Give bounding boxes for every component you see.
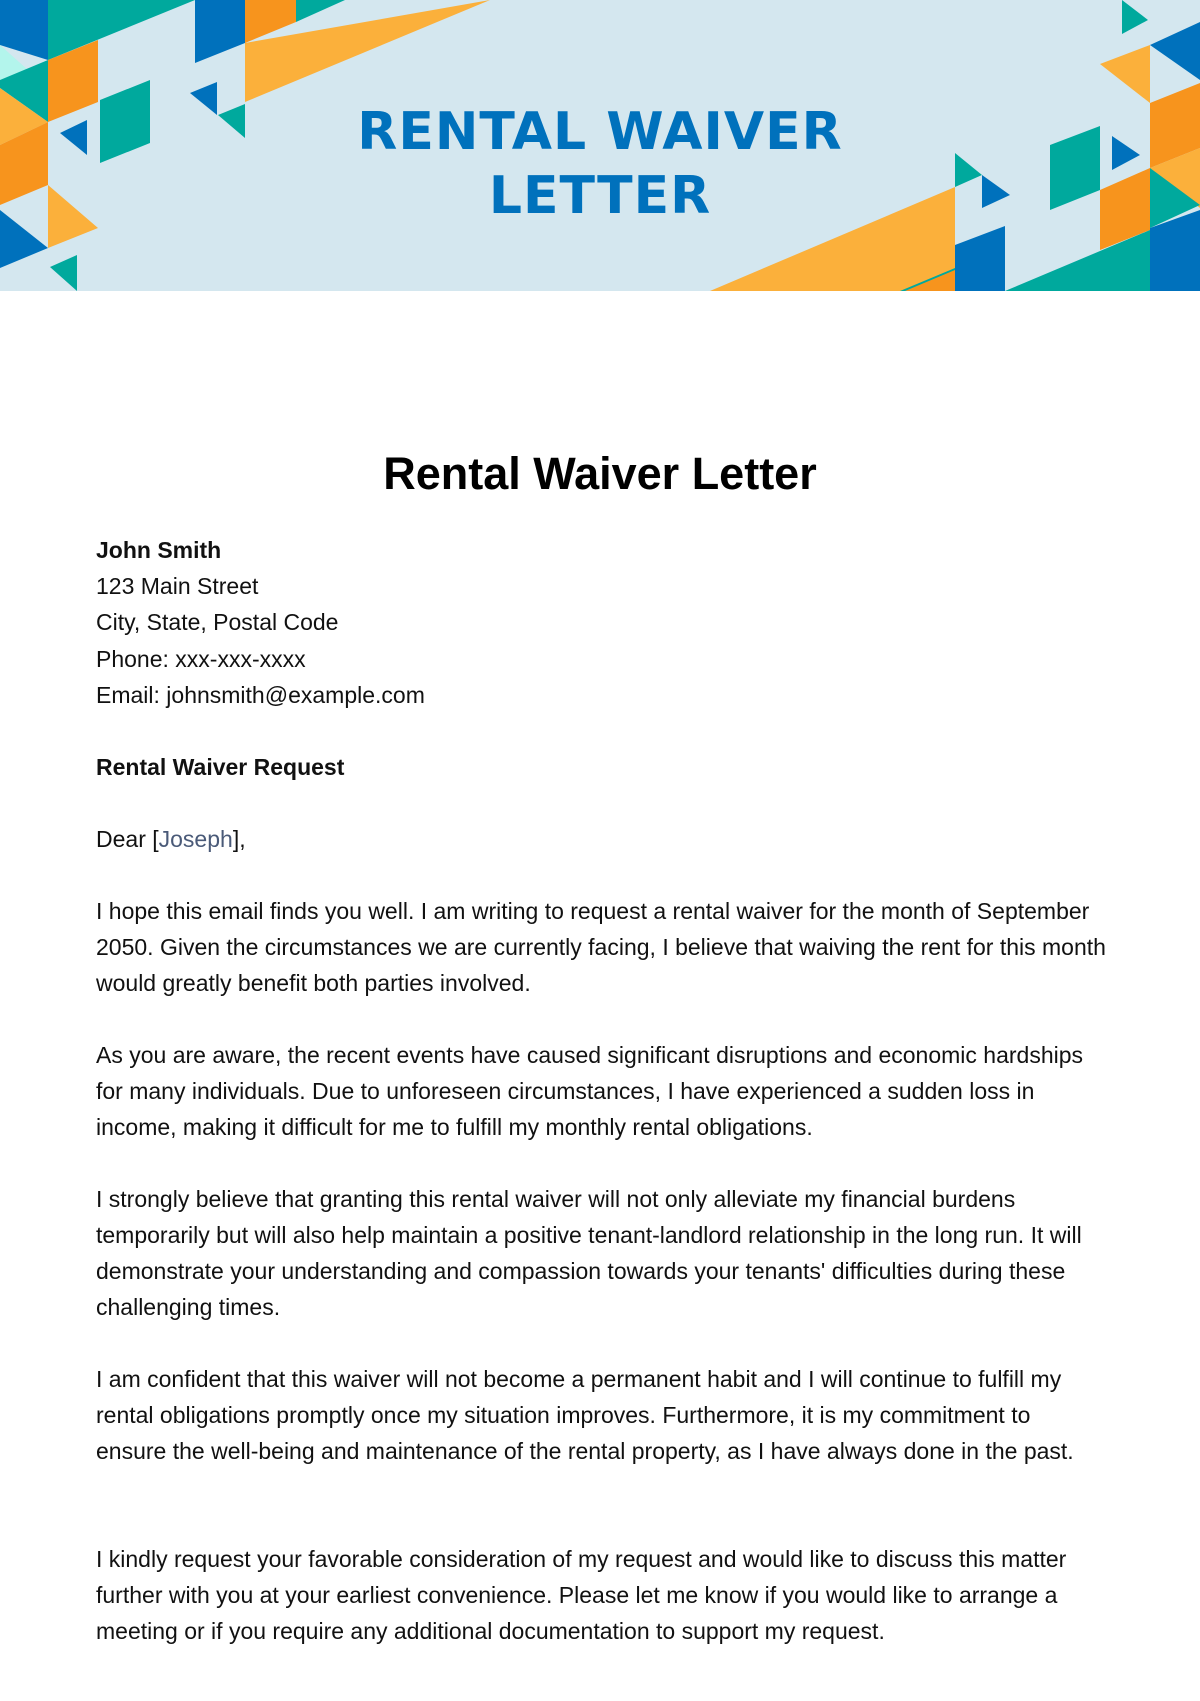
- salutation-prefix: Dear [: [96, 826, 159, 853]
- paragraph-3: I strongly believe that granting this rental waiver will not only alleviate my financial burdens temporarily but will also help maintain a positive tenant-landlord relationship in the long run. It will demonstrate your understanding and compassion towards your tenants' difficulties during these challenging times.: [96, 1186, 1082, 1321]
- letter-body: [96, 532, 1106, 1649]
- sender-email: Email: johnsmith@example.com: [96, 681, 425, 708]
- recipient-name-placeholder: Joseph: [158, 826, 233, 853]
- paragraph-5: I kindly request your favorable consideration of my request and would like to discuss this matter further with you at your earliest convenience. Please let me know if you would like to arrange a meeting or if you require any additional documentation to support my request.: [96, 1546, 1067, 1645]
- banner-title: [0, 100, 1200, 228]
- letter-subject: Rental Waiver Request: [96, 754, 345, 781]
- sender-city: City, State, Postal Code: [96, 609, 339, 636]
- header-banner: [0, 0, 1200, 291]
- paragraph-4: I am confident that this waiver will not become a permanent habit and I will continue to fulfill my rental obligations promptly once my situation improves. Furthermore, it is my commitment to ensure the well-being and maintenance of the rental property, as I have always done in the past.: [96, 1366, 1074, 1465]
- banner-title-line2: LETTER: [488, 166, 712, 226]
- sender-street: 123 Main Street: [96, 573, 259, 600]
- document-title: Rental Waiver Letter: [383, 448, 817, 500]
- sender-name: John Smith: [96, 537, 222, 563]
- salutation: [96, 821, 1106, 857]
- paragraph-2: As you are aware, the recent events have caused significant disruptions and economic hardships for many individuals. Due to unforeseen circumstances, I have experienced a sudden loss in income, making it difficult for me to fulfill my monthly rental obligations.: [96, 1042, 1084, 1141]
- sender-phone: Phone: xxx-xxx-xxxx: [96, 645, 306, 672]
- paragraph-1: I hope this email finds you well. I am writing to request a rental waiver for the month of September 2050. Given the circumstances we are currently facing, I believe that waiving the rent for this month would greatly benefit both parties involved.: [96, 898, 1106, 997]
- sender-block: [96, 532, 1106, 713]
- banner-title-line1: RENTAL WAIVER: [357, 102, 843, 162]
- salutation-suffix: ],: [232, 826, 246, 853]
